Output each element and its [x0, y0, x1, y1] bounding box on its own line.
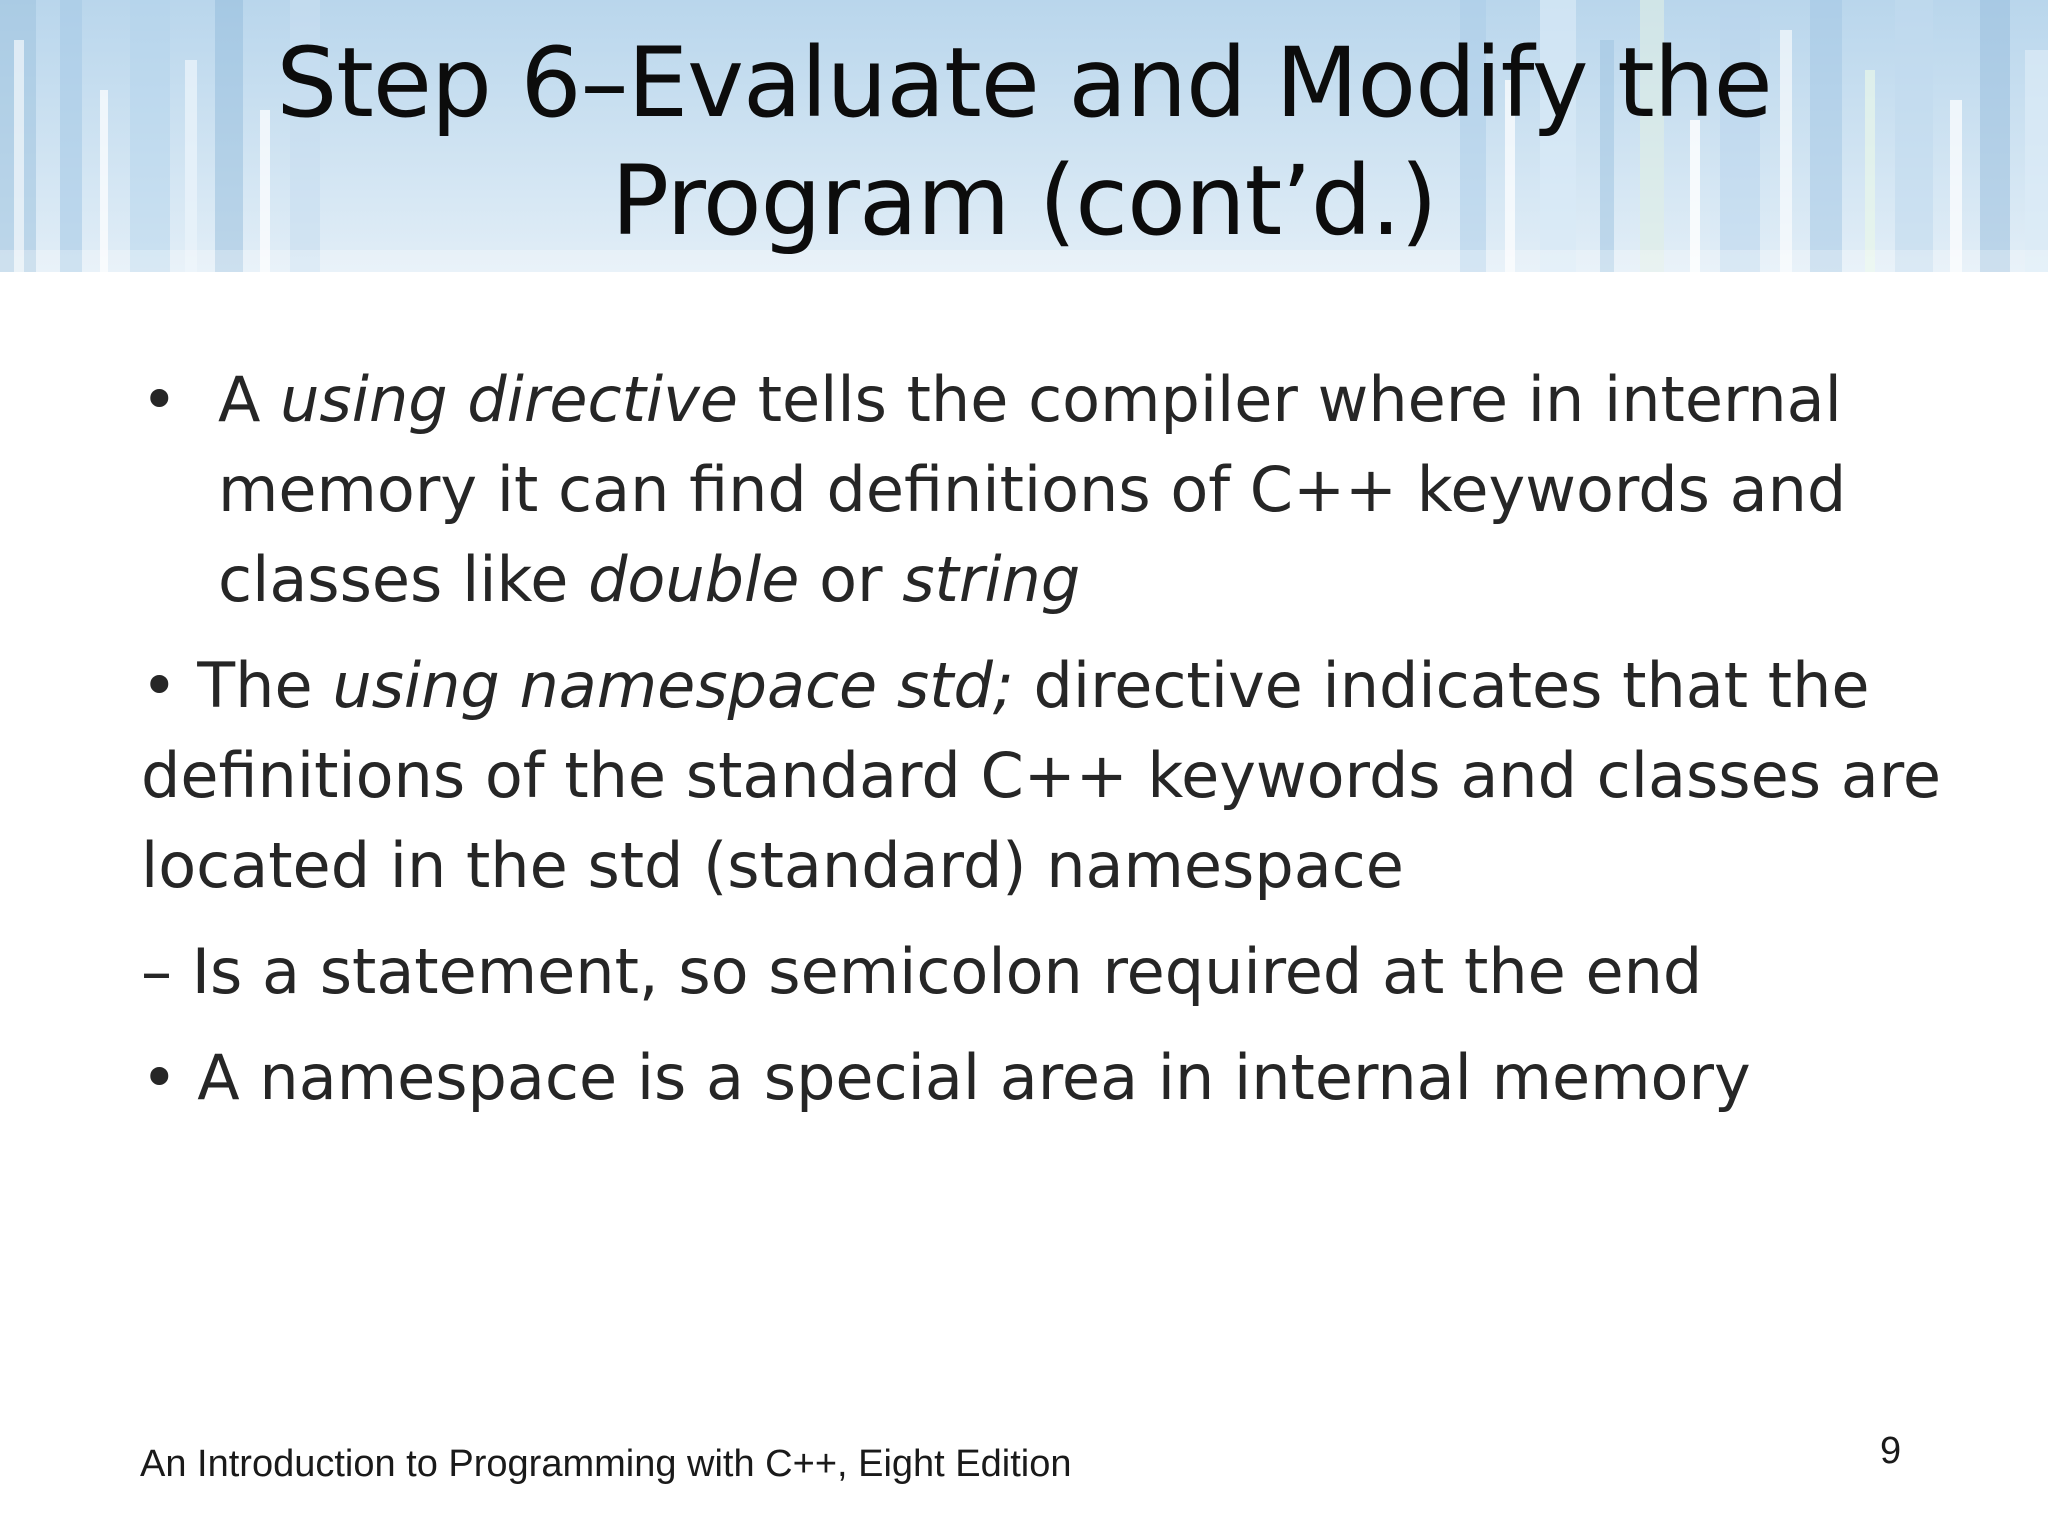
bullet-text: Is a statement, so semicolon required at the end — [172, 935, 1703, 1008]
bullet-item — [141, 355, 1941, 625]
bullet-text: A — [218, 363, 281, 436]
bullet-text: or — [799, 543, 903, 616]
bullet-marker: • — [141, 363, 178, 436]
bullet-item — [141, 641, 1941, 911]
dash-marker: – — [141, 935, 172, 1008]
bullet-item — [141, 1033, 1941, 1123]
title-line-1: Step 6–Evaluate and Modify the — [276, 27, 1772, 139]
page-number: 9 — [1880, 1430, 1902, 1472]
bullet-emphasis: string — [902, 543, 1081, 616]
bullet-marker: • — [141, 1041, 178, 1114]
sub-bullet-item — [141, 927, 1941, 1017]
bullet-emphasis: double — [588, 543, 800, 616]
title-line-2: Program (cont’d.) — [611, 145, 1437, 257]
bullet-text: A namespace is a special area in internal memory — [177, 1041, 1751, 1114]
bullet-text: tells the compiler where in internal memory it can find definitions of C++ keywords and classes like — [218, 363, 1847, 616]
bullet-text: The — [177, 649, 333, 722]
bullet-emphasis: using namespace std; — [332, 649, 1014, 722]
bullet-emphasis: using directive — [280, 363, 738, 436]
slide-body — [141, 355, 1941, 1123]
footer-book-title: An Introduction to Programming with C++, Eight Edition — [140, 1443, 1072, 1485]
bullet-text: directive indicates that the definitions of the standard C++ keywords and classes are located in the std (standard) namespace — [141, 649, 1941, 902]
bullet-marker: • — [141, 649, 178, 722]
slide-title — [0, 24, 2048, 260]
